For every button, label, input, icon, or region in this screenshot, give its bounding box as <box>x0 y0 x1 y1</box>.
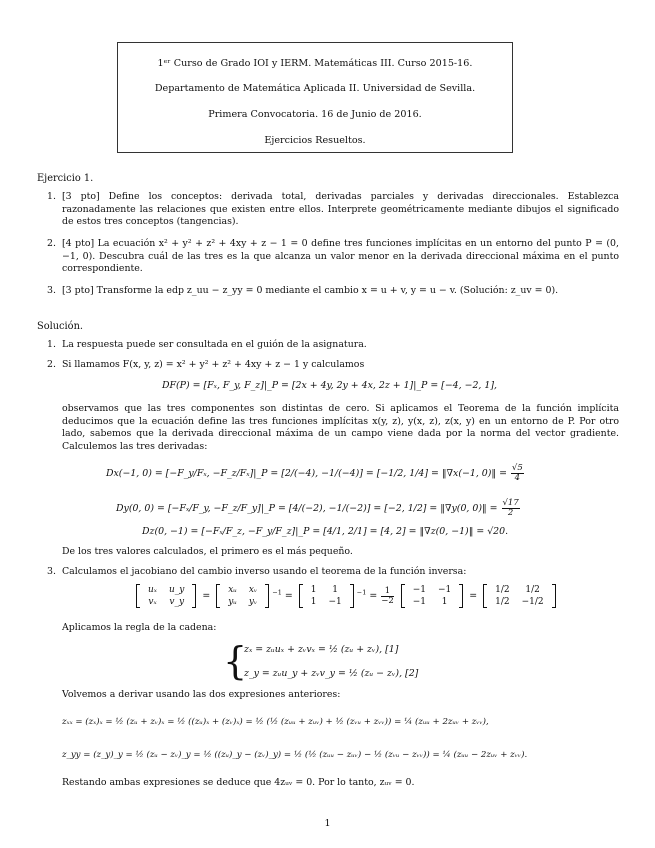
item-text: [3 pto] Define los conceptos: derivada total, derivadas parciales y derivadas direccionales. Establezca razonadamente las relaciones que existen entre ellos. Interprete geométricamente mediante dibujos el significado de estos tres conceptos (tangencias). <box>62 191 619 228</box>
equation-dx <box>106 464 525 483</box>
exercise-item-1 <box>47 191 619 229</box>
final-statement <box>47 777 619 790</box>
chain-rule-intro <box>47 622 619 635</box>
solution-item-2-conclusion <box>47 546 619 559</box>
equation-dy-fraction <box>502 499 520 518</box>
equation-dy-text: Dy(0, 0) = [−Fₓ/F_y, −F_z/F_y]|_P = [4/(−2), −1/(−2)] = [−2, 1/2] = ‖∇y(0, 0)‖ = <box>116 502 498 514</box>
derive-intro <box>47 689 619 702</box>
item-number: 1. <box>47 191 56 202</box>
equation-dy <box>116 499 521 518</box>
item-text: [4 pto] La ecuación x² + y² + z² + 4xy + z − 1 = 0 define tres funciones implícitas en un entorno del punto P = (0, −1, 0). Descubra cuál de las tres es la que alcanza un valor menor en la derivada direccional máxima en el punto correspondiente. <box>62 238 619 275</box>
item-number: 3. <box>47 566 56 577</box>
fraction-numerator: √17 <box>502 498 519 508</box>
chain-rule-text: Aplicamos la regla de la cadena: <box>62 622 217 633</box>
matrix-numeric: 1 1 1 −1 <box>299 584 354 608</box>
matrix-result: 1/2 1/2 1/2 −1/2 <box>483 584 556 608</box>
chain-equation-1: zₓ = zᵤuₓ + zᵥvₓ = ½ (zᵤ + zᵥ), [1] <box>244 644 399 655</box>
matrix-adjugate: −1 −1 −1 1 <box>401 584 464 608</box>
item-number: 1. <box>47 339 56 350</box>
item-text: La respuesta puede ser consultada en el guión de la asignatura. <box>62 339 367 350</box>
equation-dx-fraction <box>511 464 524 483</box>
item-number: 2. <box>47 359 56 370</box>
chain-equation-2: z_y = zᵤu_y + zᵥv_y = ½ (zᵤ − zᵥ), [2] <box>244 668 419 679</box>
inverse-exponent: −1 <box>356 588 367 597</box>
scalar-fraction: $\frac{1}{-2}$ <box>381 585 394 606</box>
header-box <box>117 42 513 153</box>
fraction-numerator: √5 <box>511 463 523 473</box>
exercise-title: Ejercicio 1. <box>37 173 94 184</box>
fraction-denominator: 4 <box>514 472 521 483</box>
exercise-item-2 <box>47 238 619 276</box>
page-number: 1 <box>324 818 331 829</box>
equation-zyy: z_yy = (z_y)_y = ½ (zᵤ − zᵥ)_y = ½ ((zᵤ)_y − (zᵥ)_y) = ½ (½ (zᵤᵤ − zᵤᵥ) − ½ (zᵥᵤ − zᵥᵥ)) = ¼ (zᵤᵤ − 2zᵤᵥ + zᵥᵥ). <box>62 750 528 760</box>
header-line-course: 1ᵉʳ Curso de Grado IOI y IERM. Matemáticas III. Curso 2015-16. <box>157 58 473 69</box>
solution-item-3-intro <box>47 566 619 579</box>
equation-zxx: zₓₓ = (zₓ)ₓ = ½ (zᵤ + zᵥ)ₓ = ½ ((zᵤ)ₓ + (zᵥ)ₓ) = ½ (½ (zᵤᵤ + zᵤᵥ) + ½ (zᵥᵤ + zᵥᵥ)) = ¼ (zᵤᵤ + 2zᵤᵥ + zᵥᵥ), <box>62 717 489 727</box>
solution-title: Solución. <box>37 321 83 332</box>
matrix-u-v-derivatives: uₓ u_y vₓ v_y <box>136 584 196 608</box>
jacobian-equation: uₓ u_y vₓ v_y = xᵤ xᵥ yᵤ yᵥ $^{-1}$ = 1 1 1 −1 $^{-1}$ = $\frac{1}{-2}$ −1 −1 −1 1 = 1/2 1/2 1/2 −1/2 <box>133 584 559 608</box>
item-text: Si llamamos F(x, y, z) = x² + y² + z² + 4xy + z − 1 y calculamos <box>62 359 365 370</box>
paragraph-text: observamos que las tres componentes son distintas de cero. Si aplicamos el Teorema de la función implícita deducimos que la ecuación define las tres funciones implícitas x(y, z), y(x, z), z(x, y) en un entorno de P. Por otro lado, sabemos que la derivada direccional máxima de un campo viene dada por la norma del vector gradiente. Calculemos las tres derivadas: <box>62 403 619 452</box>
header-line-exam: Primera Convocatoria. 16 de Junio de 2016. <box>208 109 422 120</box>
inverse-exponent: −1 <box>272 588 282 597</box>
derive-text: Volvemos a derivar usando las dos expresiones anteriores: <box>62 689 341 700</box>
solution-item-1 <box>47 339 619 352</box>
equation-dz: Dz(0, −1) = [−Fₓ/F_z, −F_y/F_z]|_P = [4/1, 2/1] = [4, 2] = ‖∇z(0, −1)‖ = √20. <box>142 526 509 537</box>
fraction-denominator: 2 <box>507 507 514 518</box>
system-brace: { <box>223 639 248 683</box>
equation-dx-text: Dx(−1, 0) = [−F_y/Fₓ, −F_z/Fₓ]|_P = [2/(−4), −1/(−4)] = [−1/2, 1/4] = ‖∇x(−1, 0)‖ = <box>106 467 507 479</box>
solution-item-2-intro <box>47 359 619 372</box>
item-text: Calculamos el jacobiano del cambio inverso usando el teorema de la función inversa: <box>62 566 467 577</box>
item-number: 3. <box>47 285 56 296</box>
conclusion-text: De los tres valores calculados, el primero es el más pequeño. <box>62 546 353 557</box>
item-text: [3 pto] Transforme la edp z_uu − z_yy = 0 mediante el cambio x = u + v, y = u − v. (Solución: z_uv = 0). <box>62 285 559 296</box>
item-number: 2. <box>47 238 56 249</box>
equation-df: DF(P) = [Fₓ, F_y, F_z]|_P = [2x + 4y, 2y + 4x, 2z + 1]|_P = [−4, −2, 1], <box>162 380 497 391</box>
matrix-x-y-derivatives: xᵤ xᵥ yᵤ yᵥ <box>216 584 269 608</box>
exercise-item-3 <box>47 285 619 298</box>
solution-item-2-paragraph <box>47 403 619 453</box>
final-text: Restando ambas expresiones se deduce que 4zᵤᵥ = 0. Por lo tanto, zᵤᵥ = 0. <box>62 777 415 788</box>
header-line-department: Departamento de Matemática Aplicada II. Universidad de Sevilla. <box>154 83 476 94</box>
header-line-subtitle: Ejercicios Resueltos. <box>264 135 366 146</box>
